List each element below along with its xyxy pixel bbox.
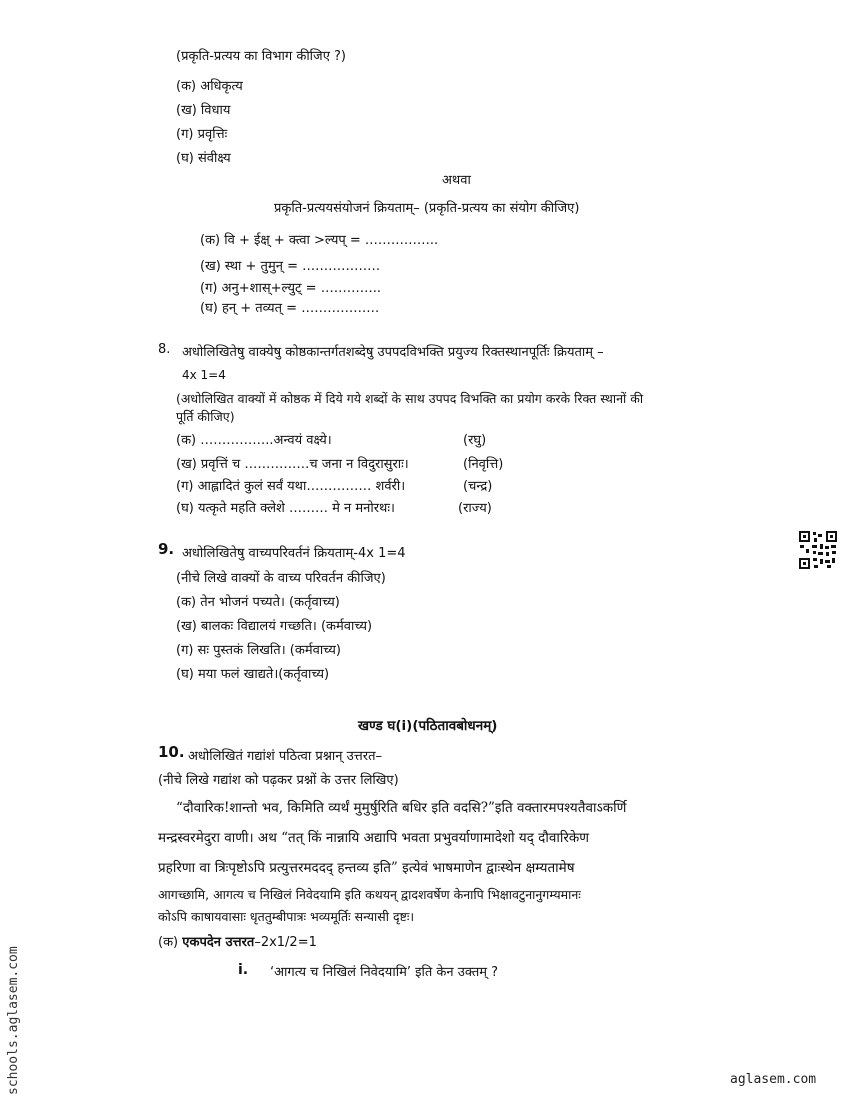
passage-line-3: प्रहरिणा वा त्रिःपृष्टोऽपि प्रत्युत्तरमददद् हन्तव्य इति” इत्येवं भाषमाणेन द्वाःस्थेन क्षम्यतामेष (158, 860, 575, 876)
alt-option-ga: (ग) अनु+शास्+ल्युट् = ………….. (200, 281, 381, 296)
athava-label: अथवा (442, 173, 471, 188)
q7-option-ga: (ग) प्रवृत्तिः (176, 127, 228, 142)
q8-hint-line2: पूर्ति कीजिए) (176, 409, 235, 424)
passage-line-2: मन्द्रस्वरमेदुरा वाणी। अथ “तत् किं नान्नायि अद्यापि भवता प्रभुवर्याणामादेशो यद् दौवारिकेण (158, 830, 589, 846)
q10-number: 10. (158, 743, 185, 761)
q9-number: 9. (158, 540, 175, 558)
q9-text: अधोलिखितेषु वाच्यपरिवर्तनं क्रियताम्-4x 1=4 (182, 546, 406, 561)
q7-option-kha: (ख) विधाय (176, 103, 231, 118)
q8-word-ka: (रघु) (463, 433, 487, 448)
q8-item-ka: (क) ……………..अन्वयं वक्ष्ये। (176, 433, 332, 448)
footer-watermark: aglasem.com (730, 1072, 817, 1087)
q10-subpart-ka (158, 932, 317, 950)
passage-line-1: “दौवारिक!शान्तो भव, किमिति व्यर्थं मुमुर्षुरिति बधिर इति वदसि?”इति वक्तारमपश्यतैवाऽकर्णि (176, 800, 627, 816)
subpart-title: एकपदेन उत्तरत (182, 935, 255, 950)
subpart-label: (क) (158, 935, 183, 950)
q9-hint: (नीचे लिखे वाक्यों के वाच्य परिवर्तन कीजिए) (176, 571, 386, 586)
q10-text: अधोलिखितं गद्यांशं पठित्वा प्रश्नान् उत्तरत– (188, 749, 382, 764)
q8-word-kha: (निवृत्ति) (463, 457, 504, 472)
q8-marks: 4x 1=4 (182, 368, 226, 382)
q10-question-number: i. (238, 962, 249, 978)
alt-option-gha: (घ) हन् + तव्यत् = ……………… (200, 301, 380, 316)
passage-line-5: कोऽपि काषायवासाः धृततुम्बीपात्रः भव्यमूर्तिः सन्यासी दृष्टः। (158, 909, 415, 924)
q7-option-ka: (क) अधिकृत्य (176, 79, 243, 94)
q8-text: अधोलिखितेषु वाक्येषु कोष्ठकान्तर्गतशब्देषु उपपदविभक्ति प्रयुज्य रिक्तस्थानपूर्तिः क्रियताम् – (182, 345, 604, 360)
subpart-marks: –2x1/2=1 (254, 935, 317, 950)
q9-item-ga: (ग) सः पुस्तकं लिखति। (कर्मवाच्य) (176, 643, 341, 658)
alt-question-title: प्रकृति-प्रत्ययसंयोजनं क्रियताम्– (प्रकृति-प्रत्यय का संयोग कीजिए) (274, 201, 580, 216)
passage-line-4: आगच्छामि, आगत्य च निखिलं निवेदयामि इति कथयन् द्वादशवर्षेण केनापि भिक्षावटुनानुगम्यमानः (158, 887, 581, 902)
q8-number: 8. (158, 342, 171, 357)
q8-item-ga: (ग) आह्लादितं कुलं सर्वं यथा…………… शर्वरी। (176, 479, 406, 494)
side-watermark: schools.aglasem.com (6, 946, 21, 1095)
q7-option-gha: (घ) संवीक्ष्य (176, 151, 231, 166)
q8-item-gha: (घ) यत्कृते महति क्लेशे ……… मे न मनोरथः। (176, 501, 395, 516)
q7-hint: (प्रकृति-प्रत्यय का विभाग कीजिए ?) (176, 49, 346, 64)
alt-option-kha: (ख) स्था + तुमुन् = ……………… (200, 259, 381, 274)
q9-item-gha: (घ) मया फलं खाद्यते।(कर्तृवाच्य) (176, 667, 330, 682)
q9-item-ka: (क) तेन भोजनं पच्यते। (कर्तृवाच्य) (176, 595, 340, 610)
q9-item-kha: (ख) बालकः विद्यालयं गच्छति। (कर्मवाच्य) (176, 619, 373, 634)
q8-word-ga: (चन्द्र) (463, 479, 493, 494)
q10-hint: (नीचे लिखे गद्यांश को पढ़कर प्रश्नों के उत्तर लिखिए) (158, 773, 399, 788)
qr-code-icon (798, 530, 838, 570)
section-heading: खण्ड घ(i)(पठितावबोधनम्) (358, 718, 498, 734)
alt-option-ka: (क) वि + ईक्ष् + क्त्वा >ल्यप् = …………….. (200, 233, 439, 248)
q8-word-gha: (राज्य) (458, 501, 492, 516)
q8-hint-line1: (अधोलिखित वाक्यों में कोष्ठक में दिये गये शब्दों के साथ उपपद विभक्ति का प्रयोग करके रिक्त स्थानों की (176, 391, 644, 406)
q10-question-text: ‘आगत्य च निखिलं निवेदयामि’ इति केन उक्तम् ? (270, 965, 499, 980)
q8-item-kha: (ख) प्रवृत्तिं च ……………च जना न विदुरासुराः। (176, 457, 409, 472)
